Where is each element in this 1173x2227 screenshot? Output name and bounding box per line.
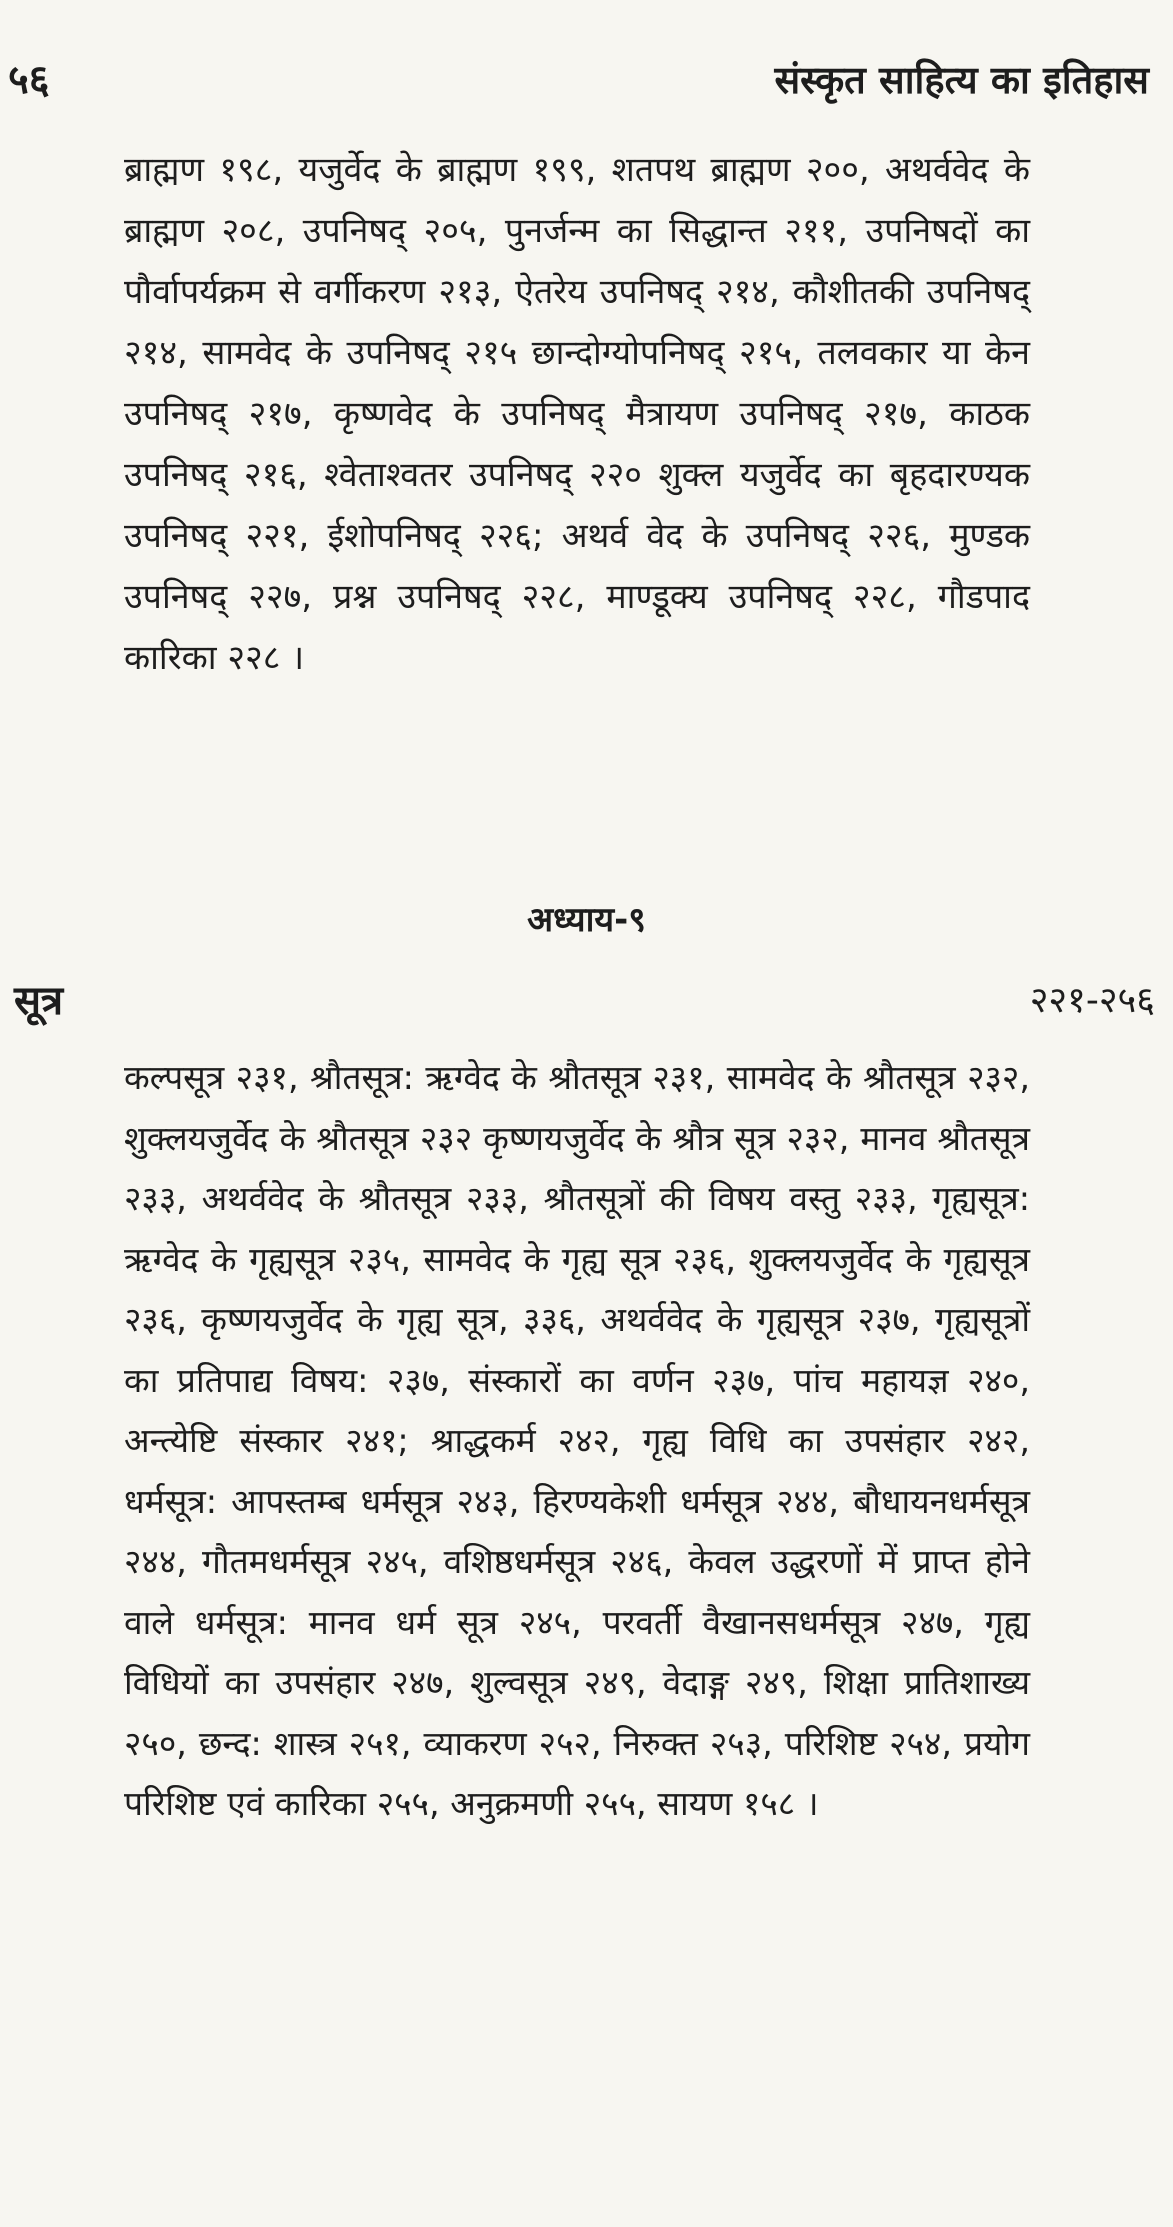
running-title: संस्कृत साहित्य का इतिहास bbox=[774, 58, 1149, 102]
contents-paragraph-continued: ब्राह्मण १९८, यजुर्वेद के ब्राह्मण १९९, शतपथ ब्राह्मण २००, अथर्ववेद के ब्राह्मण २०८, उपनिषद् २०५, पुनर्जन्म का सिद्धान्त २११, उपनिषदों का पौर्वापर्यक्रम से वर्गीकरण २१३, ऐतरेय उपनिषद् २१४, कौशीतकी उपनिषद् २१४, सामवेद के उपनिषद् २१५ छान्दोग्योपनिषद् २१५, तलवकार या केन उपनिषद् २१७, कृष्णवेद के उपनिषद् मैत्रायण उपनिषद् २१७, काठक उपनिषद् २१६, श्वेताश्वतर उपनिषद् २२० शुक्ल यजुर्वेद का बृहदारण्यक उपनिषद् २२१, ईशोपनिषद् २२६; अथर्व वेद के उपनिषद् २२६, मुण्डक उपनिषद् २२७, प्रश्न उपनिषद् २२८, माण्डूक्य उपनिषद् २२८, गौडपाद कारिका २२८ । bbox=[124, 150, 1030, 678]
page-number: ५६ bbox=[8, 57, 50, 103]
chapter-page-range: २२१-२५६ bbox=[1029, 980, 1155, 1021]
chapter-title-row bbox=[0, 968, 1173, 1034]
page-header bbox=[0, 50, 1173, 110]
chapter-title: सूत्र bbox=[14, 978, 64, 1024]
chapter-heading: अध्याय-९ bbox=[527, 900, 646, 940]
chapter-contents-paragraph: कल्पसूत्र २३१, श्रौतसूत्र: ऋग्वेद के श्रौतसूत्र २३१, सामवेद के श्रौतसूत्र २३२, शुक्लयजुर्वेद के श्रौतसूत्र २३२ कृष्णयजुर्वेद के श्रौत्र सूत्र २३२, मानव श्रौतसूत्र २३३, अथर्ववेद के श्रौतसूत्र २३३, श्रौतसूत्रों की विषय वस्तु २३३, गृह्यसूत्र: ऋग्वेद के गृह्यसूत्र २३५, सामवेद के गृह्य सूत्र २३६, शुक्लयजुर्वेद के गृह्यसूत्र २३६, कृष्णयजुर्वेद के गृह्य सूत्र, ३३६, अथर्ववेद के गृह्यसूत्र २३७, गृह्यसूत्रों का प्रतिपाद्य विषय: २३७, संस्कारों का वर्णन २३७, पांच महायज्ञ २४०, अन्त्येष्टि संस्कार २४१; श्राद्धकर्म २४२, गृह्य विधि का उपसंहार २४२, धर्मसूत्र: आपस्तम्ब धर्मसूत्र २४३, हिरण्यकेशी धर्मसूत्र २४४, बौधायनधर्मसूत्र २४४, गौतमधर्मसूत्र २४५, वशिष्ठधर्मसूत्र २४६, केवल उद्धरणों में प्राप्त होने वाले धर्मसूत्र: मानव धर्म सूत्र २४५, परवर्ती वैखानसधर्मसूत्र २४७, गृह्य विधियों का उपसंहार २४७, शुल्वसूत्र २४९, वेदाङ्ग २४९, शिक्षा प्रातिशाख्य २५०, छन्द: शास्त्र २५१, व्याकरण २५२, निरुक्त २५३, परिशिष्ट २५४, प्रयोग परिशिष्ट एवं कारिका २५५, अनुक्रमणी २५५, सायण १५८ । bbox=[124, 1058, 1030, 1823]
